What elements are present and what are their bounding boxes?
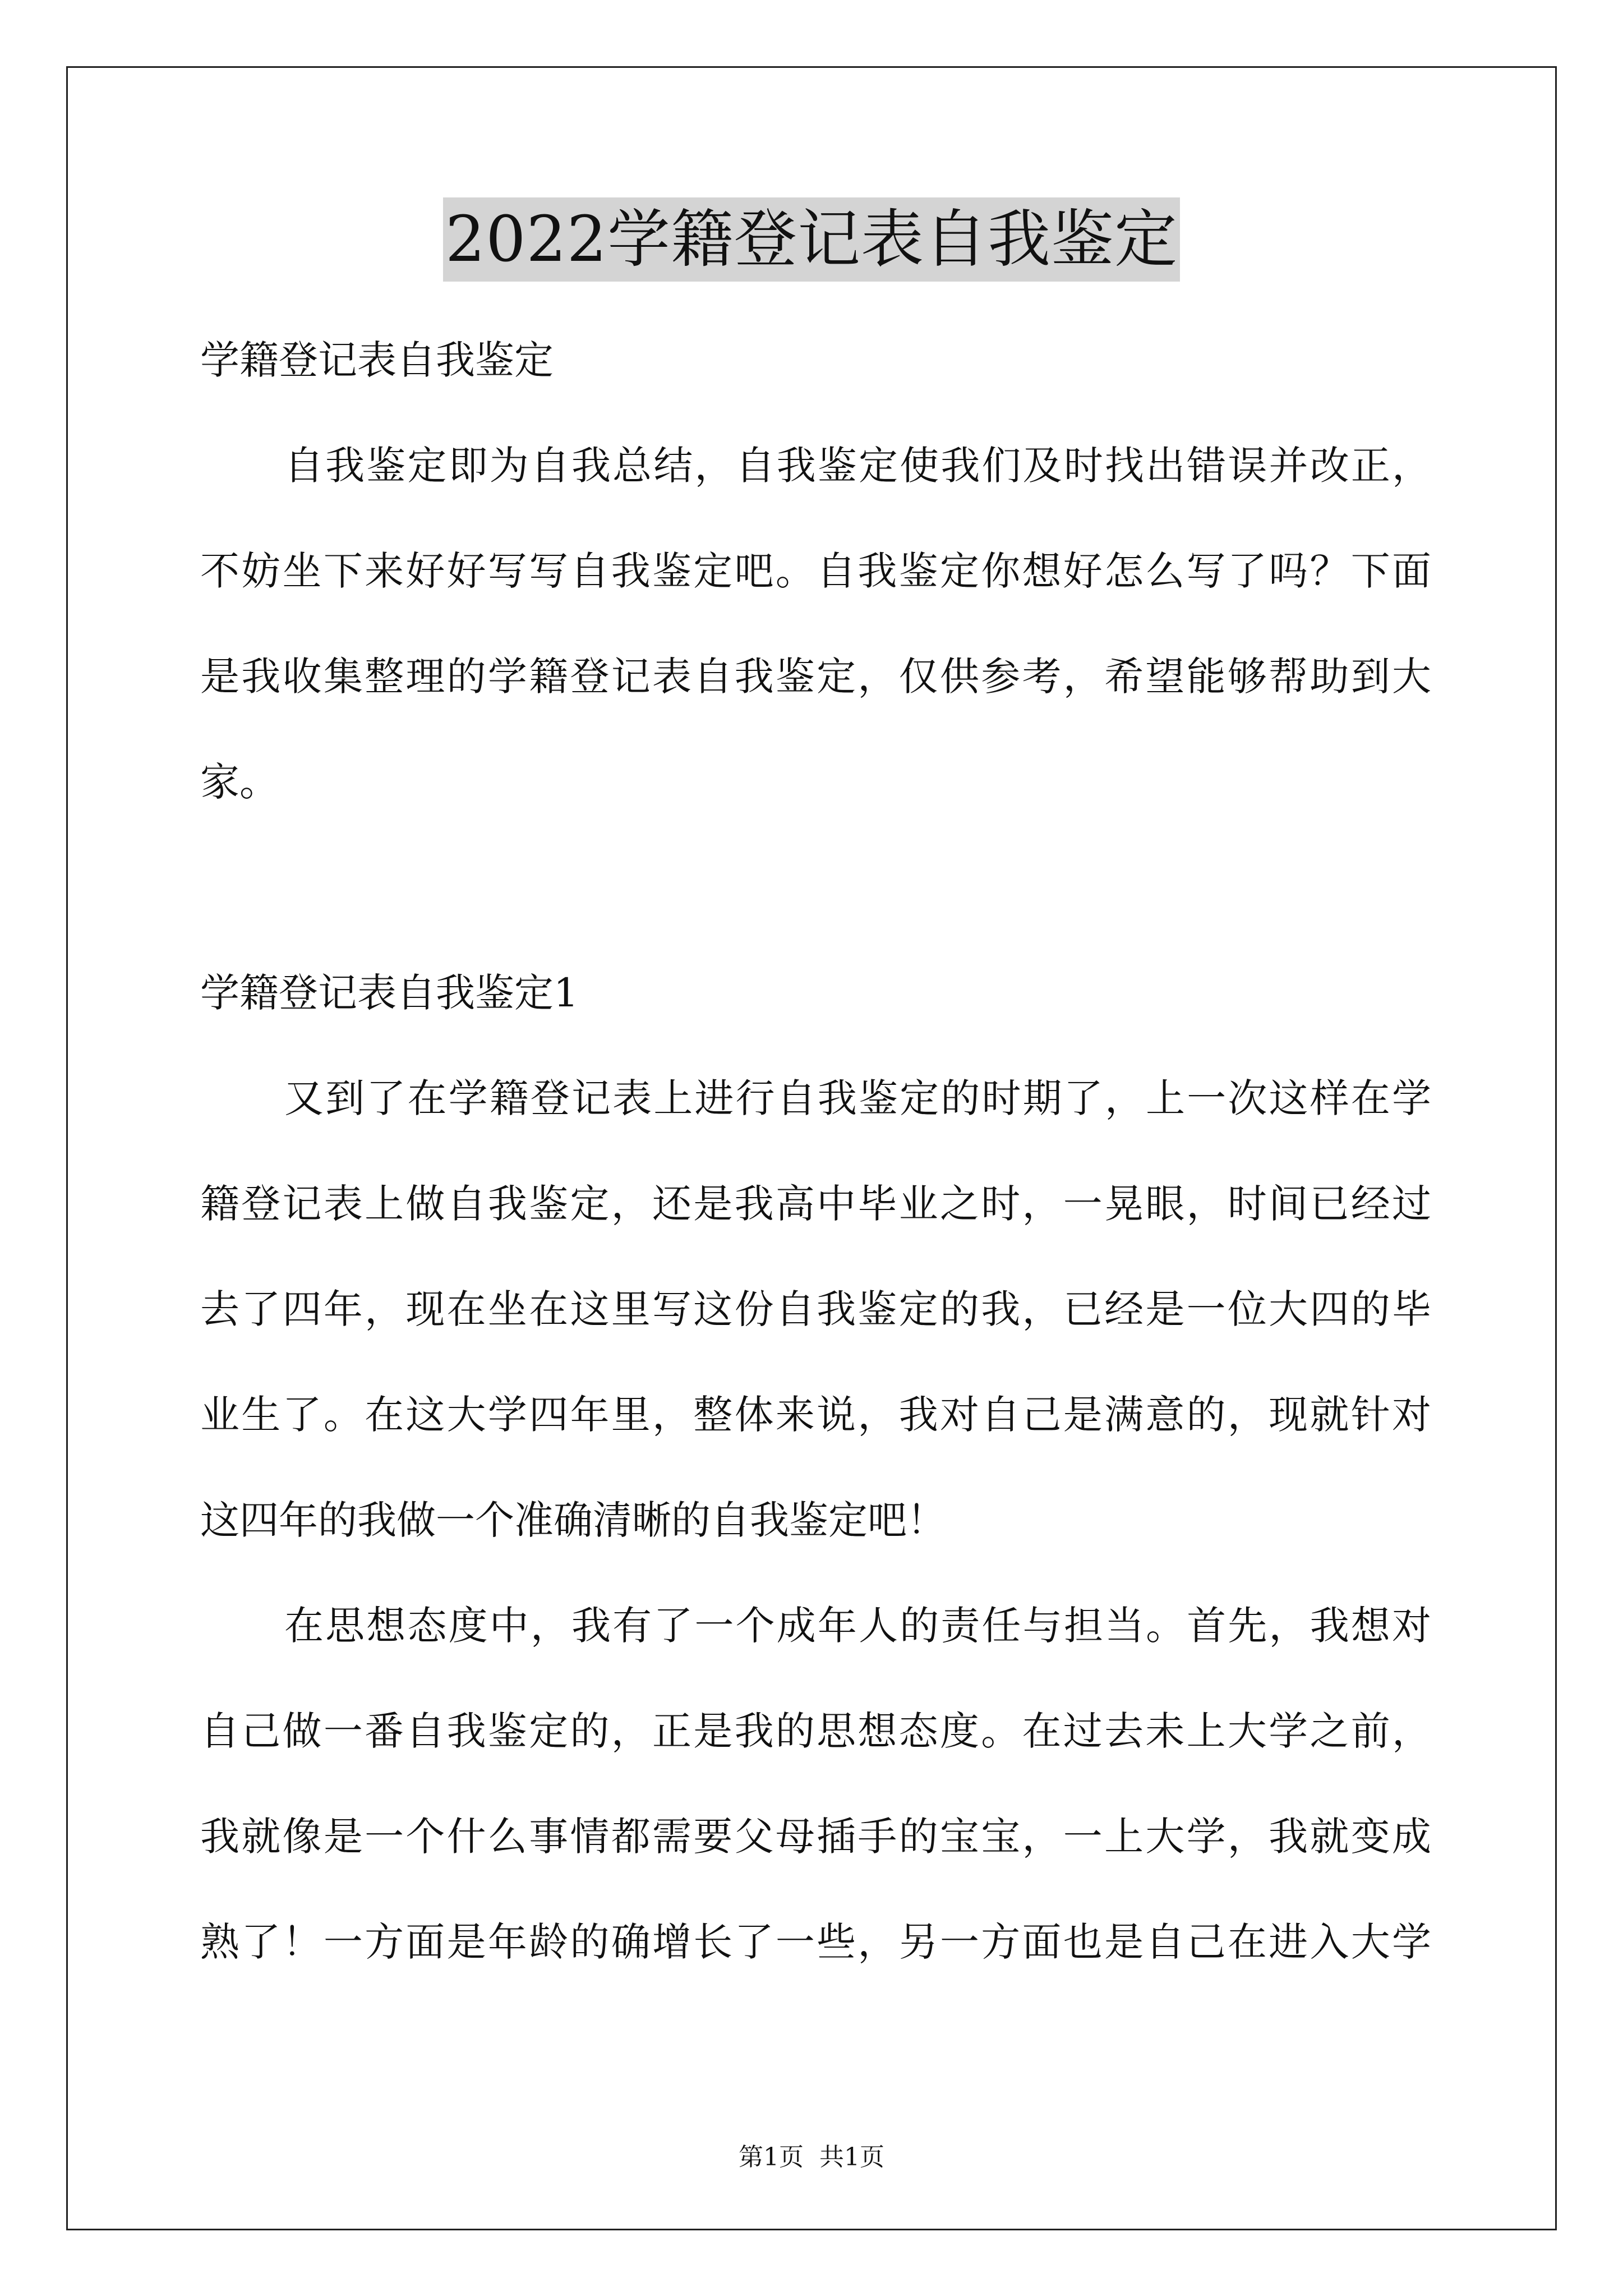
- intro-line: 自我鉴定即为自我总结，自我鉴定使我们及时找出错误并改正，: [284, 443, 1431, 489]
- subtitle: 学籍登记表自我鉴定: [200, 337, 554, 383]
- intro-line: 不妨坐下来好好写写自我鉴定吧。自我鉴定你想好怎么写了吗？下面: [200, 548, 1431, 594]
- document-title: 2022学籍登记表自我鉴定: [443, 197, 1180, 282]
- paragraph1-line: 业生了。在这大学四年里，整体来说，我对自己是满意的，现就针对: [200, 1392, 1431, 1438]
- paragraph1-line: 籍登记表上做自我鉴定，还是我高中毕业之时，一晃眼，时间已经过: [200, 1181, 1431, 1227]
- section-heading: 学籍登记表自我鉴定1: [200, 970, 579, 1016]
- paragraph1-line: 又到了在学籍登记表上进行自我鉴定的时期了，上一次这样在学: [284, 1075, 1431, 1121]
- paragraph2-line: 熟了！一方面是年龄的确增长了一些，另一方面也是自己在进入大学: [200, 1919, 1431, 1965]
- section-gap: [200, 835, 1431, 940]
- paragraph1-line: 去了四年，现在坐在这里写这份自我鉴定的我，已经是一位大四的毕: [200, 1286, 1431, 1332]
- paragraph2-line: 我就像是一个什么事情都需要父母插手的宝宝，一上大学，我就变成: [200, 1814, 1431, 1860]
- document-body: [200, 307, 1431, 1995]
- intro-line: 是我收集整理的学籍登记表自我鉴定，仅供参考，希望能够帮助到大: [200, 654, 1431, 700]
- title-block: [0, 197, 1623, 282]
- page-footer: 第1页 共1页: [739, 2143, 884, 2171]
- intro-line: 家。: [200, 759, 279, 805]
- paragraph2-line: 在思想态度中，我有了一个成年人的责任与担当。首先，我想对: [284, 1603, 1431, 1649]
- paragraph1-line: 这四年的我做一个准确清晰的自我鉴定吧！: [200, 1497, 946, 1543]
- paragraph2-line: 自己做一番自我鉴定的，正是我的思想态度。在过去未上大学之前，: [200, 1708, 1431, 1754]
